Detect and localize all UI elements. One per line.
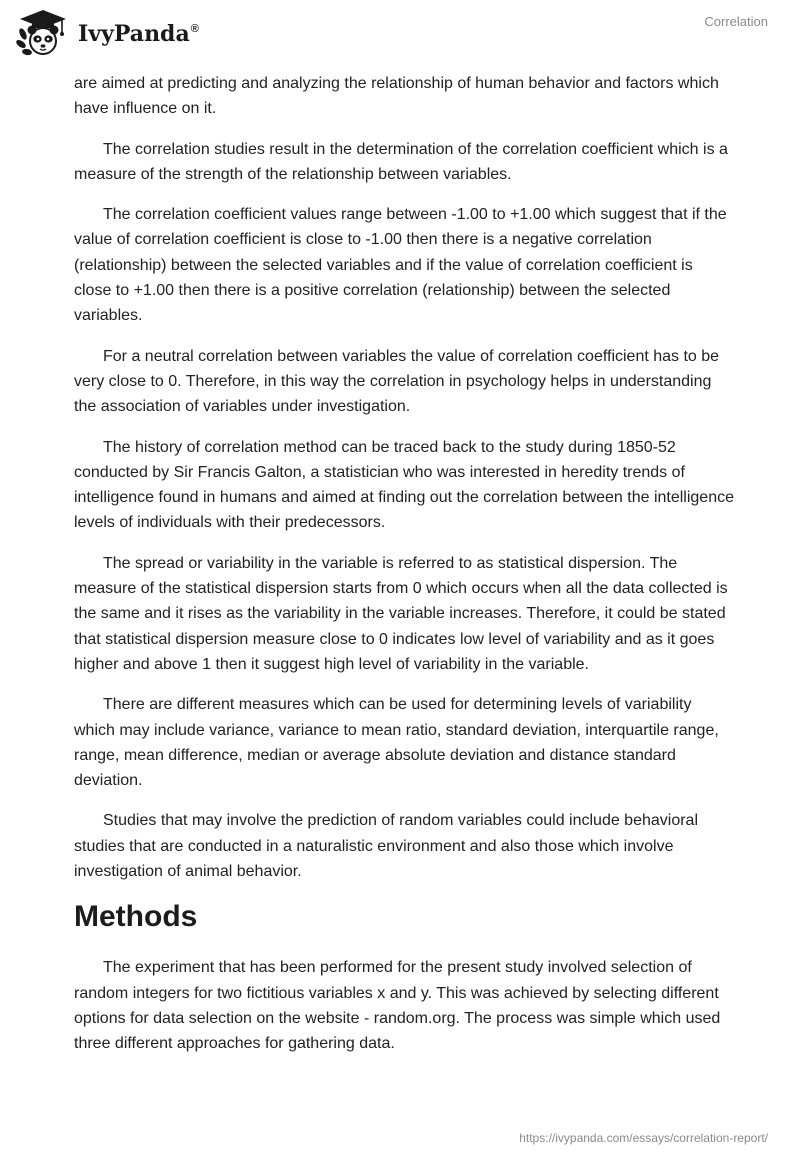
paragraph: The spread or variability in the variable is referred to as statistical dispersion. The measure of the statistical dispersion starts from 0 which occurs when all the data collected is the same and it rises as the variability in the variable increases. Therefore, it could be stated that statistical dispersion measure close to 0 indicates low level of variability and as it goes higher and above 1 then it suggest high level of variability in the variable.: [74, 554, 728, 673]
paragraph: Studies that may involve the prediction of random variables could include behavioral studies that are conducted in a naturalistic environment and also those which involve investigation of animal behavior.: [74, 812, 699, 881]
footer-source-url[interactable]: https://ivypanda.com/essays/correlation-report/: [519, 1131, 768, 1145]
page-header: [0, 0, 800, 64]
brand-name: IvyPanda®: [78, 21, 199, 47]
paragraph: The correlation coefficient values range between -1.00 to +1.00 which suggest that if the value of correlation coefficient is close to -1.00 then there is a negative correlation (relationship) between the selected variables and if the value of correlation coefficient is close to +1.00 then there is a positive correlation (relationship) between the selected variables.: [74, 206, 727, 325]
essay-body: [74, 71, 734, 1072]
paragraph: The correlation studies result in the determination of the correlation coefficient which is a measure of the strength of the relationship between variables.: [74, 140, 728, 183]
paragraph: are aimed at predicting and analyzing the relationship of human behavior and factors which have influence on it.: [74, 75, 719, 118]
panda-graduate-icon: [14, 8, 72, 58]
paragraph: The experiment that has been performed for the present study involved selection of random integers for two fictitious variables x and y. This was achieved by selecting different options for data selection on the website - random.org. The process was simple which used three different approaches for gathering data.: [74, 959, 721, 1053]
document-title: Correlation: [704, 14, 768, 29]
paragraph: The history of correlation method can be traced back to the study during 1850-52 conducted by Sir Francis Galton, a statistician who was interested in heredity trends of intelligence found in humans and aimed at finding out the correlation between the intelligence levels of individuals with their predecessors.: [74, 438, 734, 532]
section-heading-methods: Methods: [74, 900, 198, 934]
paragraph: For a neutral correlation between variables the value of correlation coefficient has to be very close to 0. Therefore, in this way the correlation in psychology helps in understanding the association of variables under investigation.: [74, 347, 720, 416]
ivypanda-logo[interactable]: [14, 8, 199, 58]
paragraph: There are different measures which can be used for determining levels of variability which may include variance, variance to mean ratio, standard deviation, interquartile range, range, mean difference, median or average absolute deviation and distance standard deviation.: [74, 696, 719, 790]
